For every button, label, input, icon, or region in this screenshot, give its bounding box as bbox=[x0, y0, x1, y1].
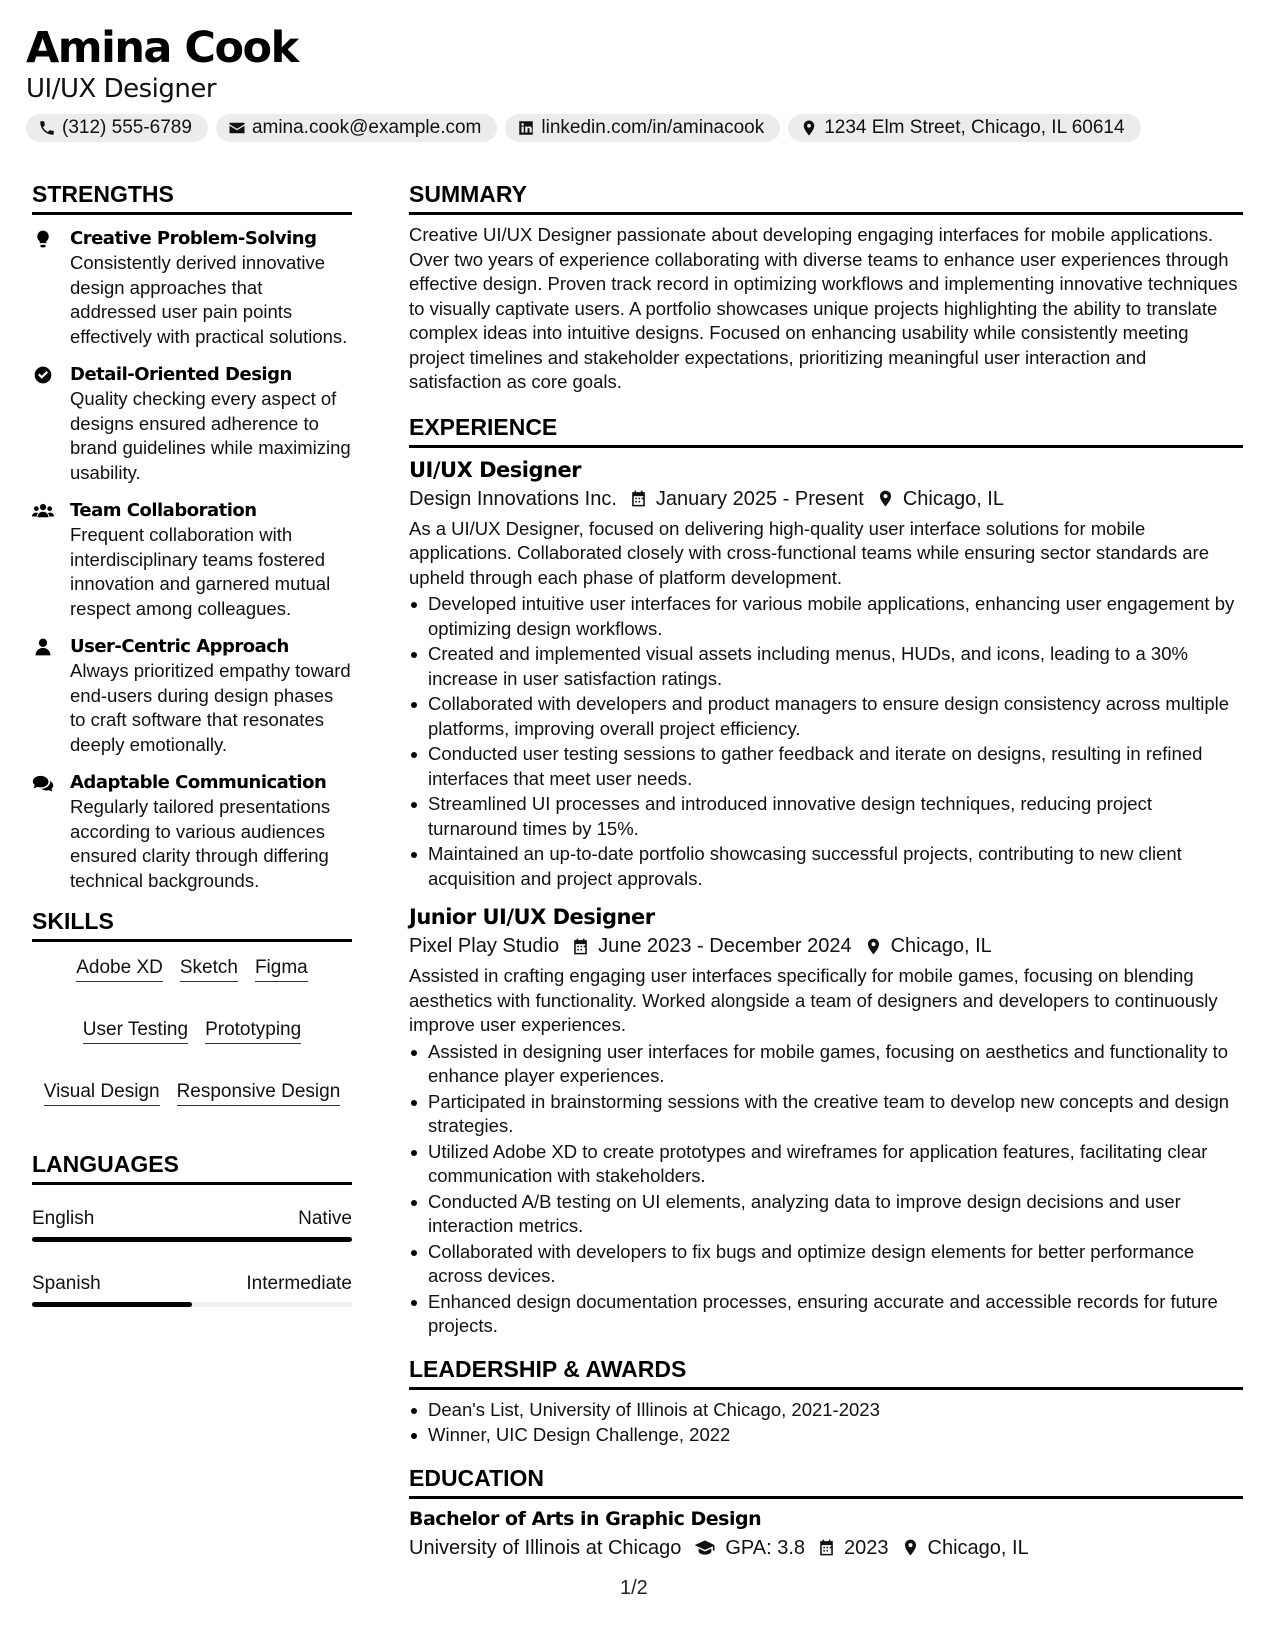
language-item bbox=[32, 1272, 352, 1307]
language-level: Intermediate bbox=[246, 1273, 352, 1294]
strength-item bbox=[32, 771, 352, 893]
education-meta bbox=[409, 1533, 1243, 1563]
language-name: Spanish bbox=[32, 1273, 101, 1294]
contact-linkedin-text: linkedin.com/in/aminacook bbox=[541, 117, 765, 138]
list-item: Created and implemented visual assets including menus, HUDs, and icons, leading to a 30% increase in user satisfaction ratings. bbox=[409, 642, 1243, 691]
contact-list bbox=[26, 114, 1246, 142]
map-pin-icon bbox=[876, 489, 895, 508]
job-company: Design Innovations Inc. bbox=[409, 487, 617, 510]
skill-tag: Responsive Design bbox=[177, 1080, 341, 1106]
calendar-icon bbox=[629, 489, 648, 508]
phone-icon bbox=[38, 119, 56, 137]
graduation-cap-icon bbox=[693, 1538, 717, 1557]
education-heading: EDUCATION bbox=[409, 1464, 1243, 1499]
awards-section bbox=[409, 1355, 1243, 1448]
skills-section bbox=[32, 907, 352, 1106]
language-proficiency-fill bbox=[32, 1237, 352, 1242]
list-item: Participated in brainstorming sessions with the creative team to develop new concepts and design strategies. bbox=[409, 1090, 1243, 1139]
languages-heading: LANGUAGES bbox=[32, 1150, 352, 1185]
job-title: UI/UX Designer bbox=[409, 457, 582, 482]
job-entry bbox=[409, 456, 1243, 892]
strengths-heading: STRENGTHS bbox=[32, 180, 352, 215]
contact-phone[interactable] bbox=[26, 114, 208, 142]
job-dates: January 2025 - Present bbox=[655, 487, 864, 510]
list-item: Collaborated with developers to fix bugs and optimize design elements for better performance across devices. bbox=[409, 1240, 1243, 1289]
strength-description: Quality checking every aspect of designs ensured adherence to brand guidelines while maximizing usability. bbox=[70, 388, 351, 483]
skills-list bbox=[32, 956, 352, 1106]
language-proficiency-fill bbox=[32, 1302, 192, 1307]
skill-tag: Figma bbox=[255, 956, 308, 982]
summary-heading: SUMMARY bbox=[409, 180, 1243, 215]
list-item: Maintained an up-to-date portfolio showcasing successful projects, contributing to new client acquisition and project approvals. bbox=[409, 842, 1243, 891]
page-number: 1/2 bbox=[620, 1577, 648, 1599]
skill-tag: Sketch bbox=[180, 956, 238, 982]
skill-tag: Visual Design bbox=[44, 1080, 160, 1106]
lightbulb-icon bbox=[32, 229, 54, 249]
list-item: Assisted in designing user interfaces for mobile games, focusing on aesthetics and functionality to enhance player experiences. bbox=[409, 1040, 1243, 1089]
contact-address[interactable] bbox=[788, 114, 1140, 142]
job-description: Assisted in crafting engaging user interfaces specifically for mobile games, focusing on blending aesthetics with functionality. Worked alongside a team of designers and developers to continuously improve user experiences. bbox=[409, 965, 1218, 1035]
envelope-icon bbox=[228, 119, 246, 137]
strength-title: Team Collaboration bbox=[70, 500, 257, 521]
users-icon bbox=[32, 501, 54, 521]
education-school: University of Illinois at Chicago bbox=[409, 1536, 682, 1559]
strengths-section bbox=[32, 180, 352, 893]
list-item: Conducted A/B testing on UI elements, analyzing data to improve design decisions and user interaction metrics. bbox=[409, 1190, 1243, 1239]
calendar-icon bbox=[571, 937, 590, 956]
user-icon bbox=[32, 637, 54, 657]
summary-text: Creative UI/UX Designer passionate about developing engaging interfaces for mobile applications. Over two years of experience collaborating with diverse teams to enhance user experiences through effective design. Proven track record in optimizing workflows and implementing innovative techniques to visually captivate users. A portfolio showcases unique projects highlighting the ability to translate complex ideas into intuitive designs. Focused on enhancing usability while consistently meeting project timelines and stakeholder expectations, prioritizing meaningful user interaction and satisfaction as core goals. bbox=[409, 224, 1238, 392]
strength-title: Creative Problem-Solving bbox=[70, 228, 317, 249]
linkedin-icon bbox=[517, 119, 535, 137]
resume-header bbox=[26, 22, 1246, 142]
job-title: Junior UI/UX Designer bbox=[409, 905, 655, 929]
contact-email[interactable] bbox=[216, 114, 497, 142]
job-entry bbox=[409, 903, 1243, 1339]
job-dates: June 2023 - December 2024 bbox=[598, 935, 852, 957]
education-gpa: GPA: 3.8 bbox=[725, 1536, 806, 1559]
comments-icon bbox=[32, 773, 54, 793]
list-item: Streamlined UI processes and introduced innovative design techniques, reducing project turnaround times by 15%. bbox=[409, 792, 1243, 841]
awards-heading: LEADERSHIP & AWARDS bbox=[409, 1355, 1243, 1390]
strength-title: Adaptable Communication bbox=[70, 772, 327, 793]
strength-item bbox=[32, 499, 352, 621]
calendar-icon bbox=[817, 1538, 836, 1557]
skill-tag: Prototyping bbox=[205, 1018, 301, 1044]
job-bullets bbox=[409, 1040, 1243, 1339]
strength-title: User-Centric Approach bbox=[70, 636, 289, 657]
education-degree: Bachelor of Arts in Graphic Design bbox=[409, 1507, 762, 1530]
language-name: English bbox=[32, 1208, 95, 1229]
contact-email-text: amina.cook@example.com bbox=[251, 117, 482, 138]
right-column bbox=[409, 180, 1243, 1566]
education-section bbox=[409, 1464, 1243, 1563]
list-item: Collaborated with developers and product managers to ensure design consistency across multiple platforms, improving overall project efficiency. bbox=[409, 692, 1243, 741]
job-description: As a UI/UX Designer, focused on delivering high-quality user interface solutions for mobile applications. Collaborated closely with cross-functional teams while ensuring sector standards are upheld through each phase of platform development. bbox=[409, 517, 1210, 588]
contact-linkedin[interactable] bbox=[505, 114, 780, 142]
list-item: Conducted user testing sessions to gather feedback and iterate on designs, resulting in refined interfaces that meet user needs. bbox=[409, 742, 1243, 791]
left-column bbox=[32, 180, 352, 1337]
strength-description: Frequent collaboration with interdisciplinary teams fostered innovation and garnered mutual respect among colleagues. bbox=[70, 524, 331, 619]
strength-title: Detail-Oriented Design bbox=[70, 364, 292, 385]
list-item: Winner, UIC Design Challenge, 2022 bbox=[409, 1423, 1243, 1448]
skill-tag: User Testing bbox=[83, 1018, 188, 1044]
strength-item bbox=[32, 635, 352, 757]
candidate-role: UI/UX Designer bbox=[26, 74, 217, 104]
job-location: Chicago, IL bbox=[890, 935, 992, 957]
education-year: 2023 bbox=[844, 1536, 889, 1559]
strength-description: Consistently derived innovative design approaches that addressed user pain points effectively with practical solutions. bbox=[70, 252, 348, 347]
map-pin-icon bbox=[800, 119, 818, 137]
list-item: Dean's List, University of Illinois at Chicago, 2021-2023 bbox=[409, 1398, 1243, 1423]
list-item: Utilized Adobe XD to create prototypes and wireframes for application features, facilitating clear communication with stakeholders. bbox=[409, 1140, 1243, 1189]
map-pin-icon bbox=[901, 1538, 920, 1557]
candidate-name: Amina Cook bbox=[26, 23, 298, 73]
contact-address-text: 1234 Elm Street, Chicago, IL 60614 bbox=[824, 117, 1125, 138]
job-bullets bbox=[409, 592, 1243, 891]
skills-heading: SKILLS bbox=[32, 907, 352, 942]
language-item bbox=[32, 1207, 352, 1242]
check-circle-icon bbox=[32, 365, 54, 385]
job-company: Pixel Play Studio bbox=[409, 935, 560, 957]
contact-phone-text: (312) 555-6789 bbox=[62, 117, 192, 138]
job-meta bbox=[409, 931, 1243, 961]
languages-section bbox=[32, 1150, 352, 1307]
strength-description: Always prioritized empathy toward end-users during design phases to craft software that resonates deeply emotionally. bbox=[70, 660, 351, 755]
list-item: Developed intuitive user interfaces for various mobile applications, enhancing user engagement by optimizing design workflows. bbox=[409, 592, 1243, 641]
summary-section bbox=[409, 180, 1243, 395]
language-level: Native bbox=[298, 1208, 352, 1229]
language-proficiency-bar bbox=[32, 1302, 352, 1307]
language-proficiency-bar bbox=[32, 1237, 352, 1242]
skill-tag: Adobe XD bbox=[76, 956, 163, 982]
map-pin-icon bbox=[864, 937, 883, 956]
strength-description: Regularly tailored presentations according to various audiences ensured clarity through differing technical backgrounds. bbox=[70, 796, 331, 891]
strength-item bbox=[32, 363, 352, 485]
job-location: Chicago, IL bbox=[902, 487, 1004, 510]
list-item: Enhanced design documentation processes, ensuring accurate and accessible records for future projects. bbox=[409, 1290, 1243, 1339]
education-location: Chicago, IL bbox=[927, 1536, 1029, 1559]
job-meta bbox=[409, 484, 1243, 514]
awards-list bbox=[409, 1398, 1243, 1448]
experience-section bbox=[409, 413, 1243, 1339]
experience-heading: EXPERIENCE bbox=[409, 413, 1243, 448]
strength-item bbox=[32, 227, 352, 349]
